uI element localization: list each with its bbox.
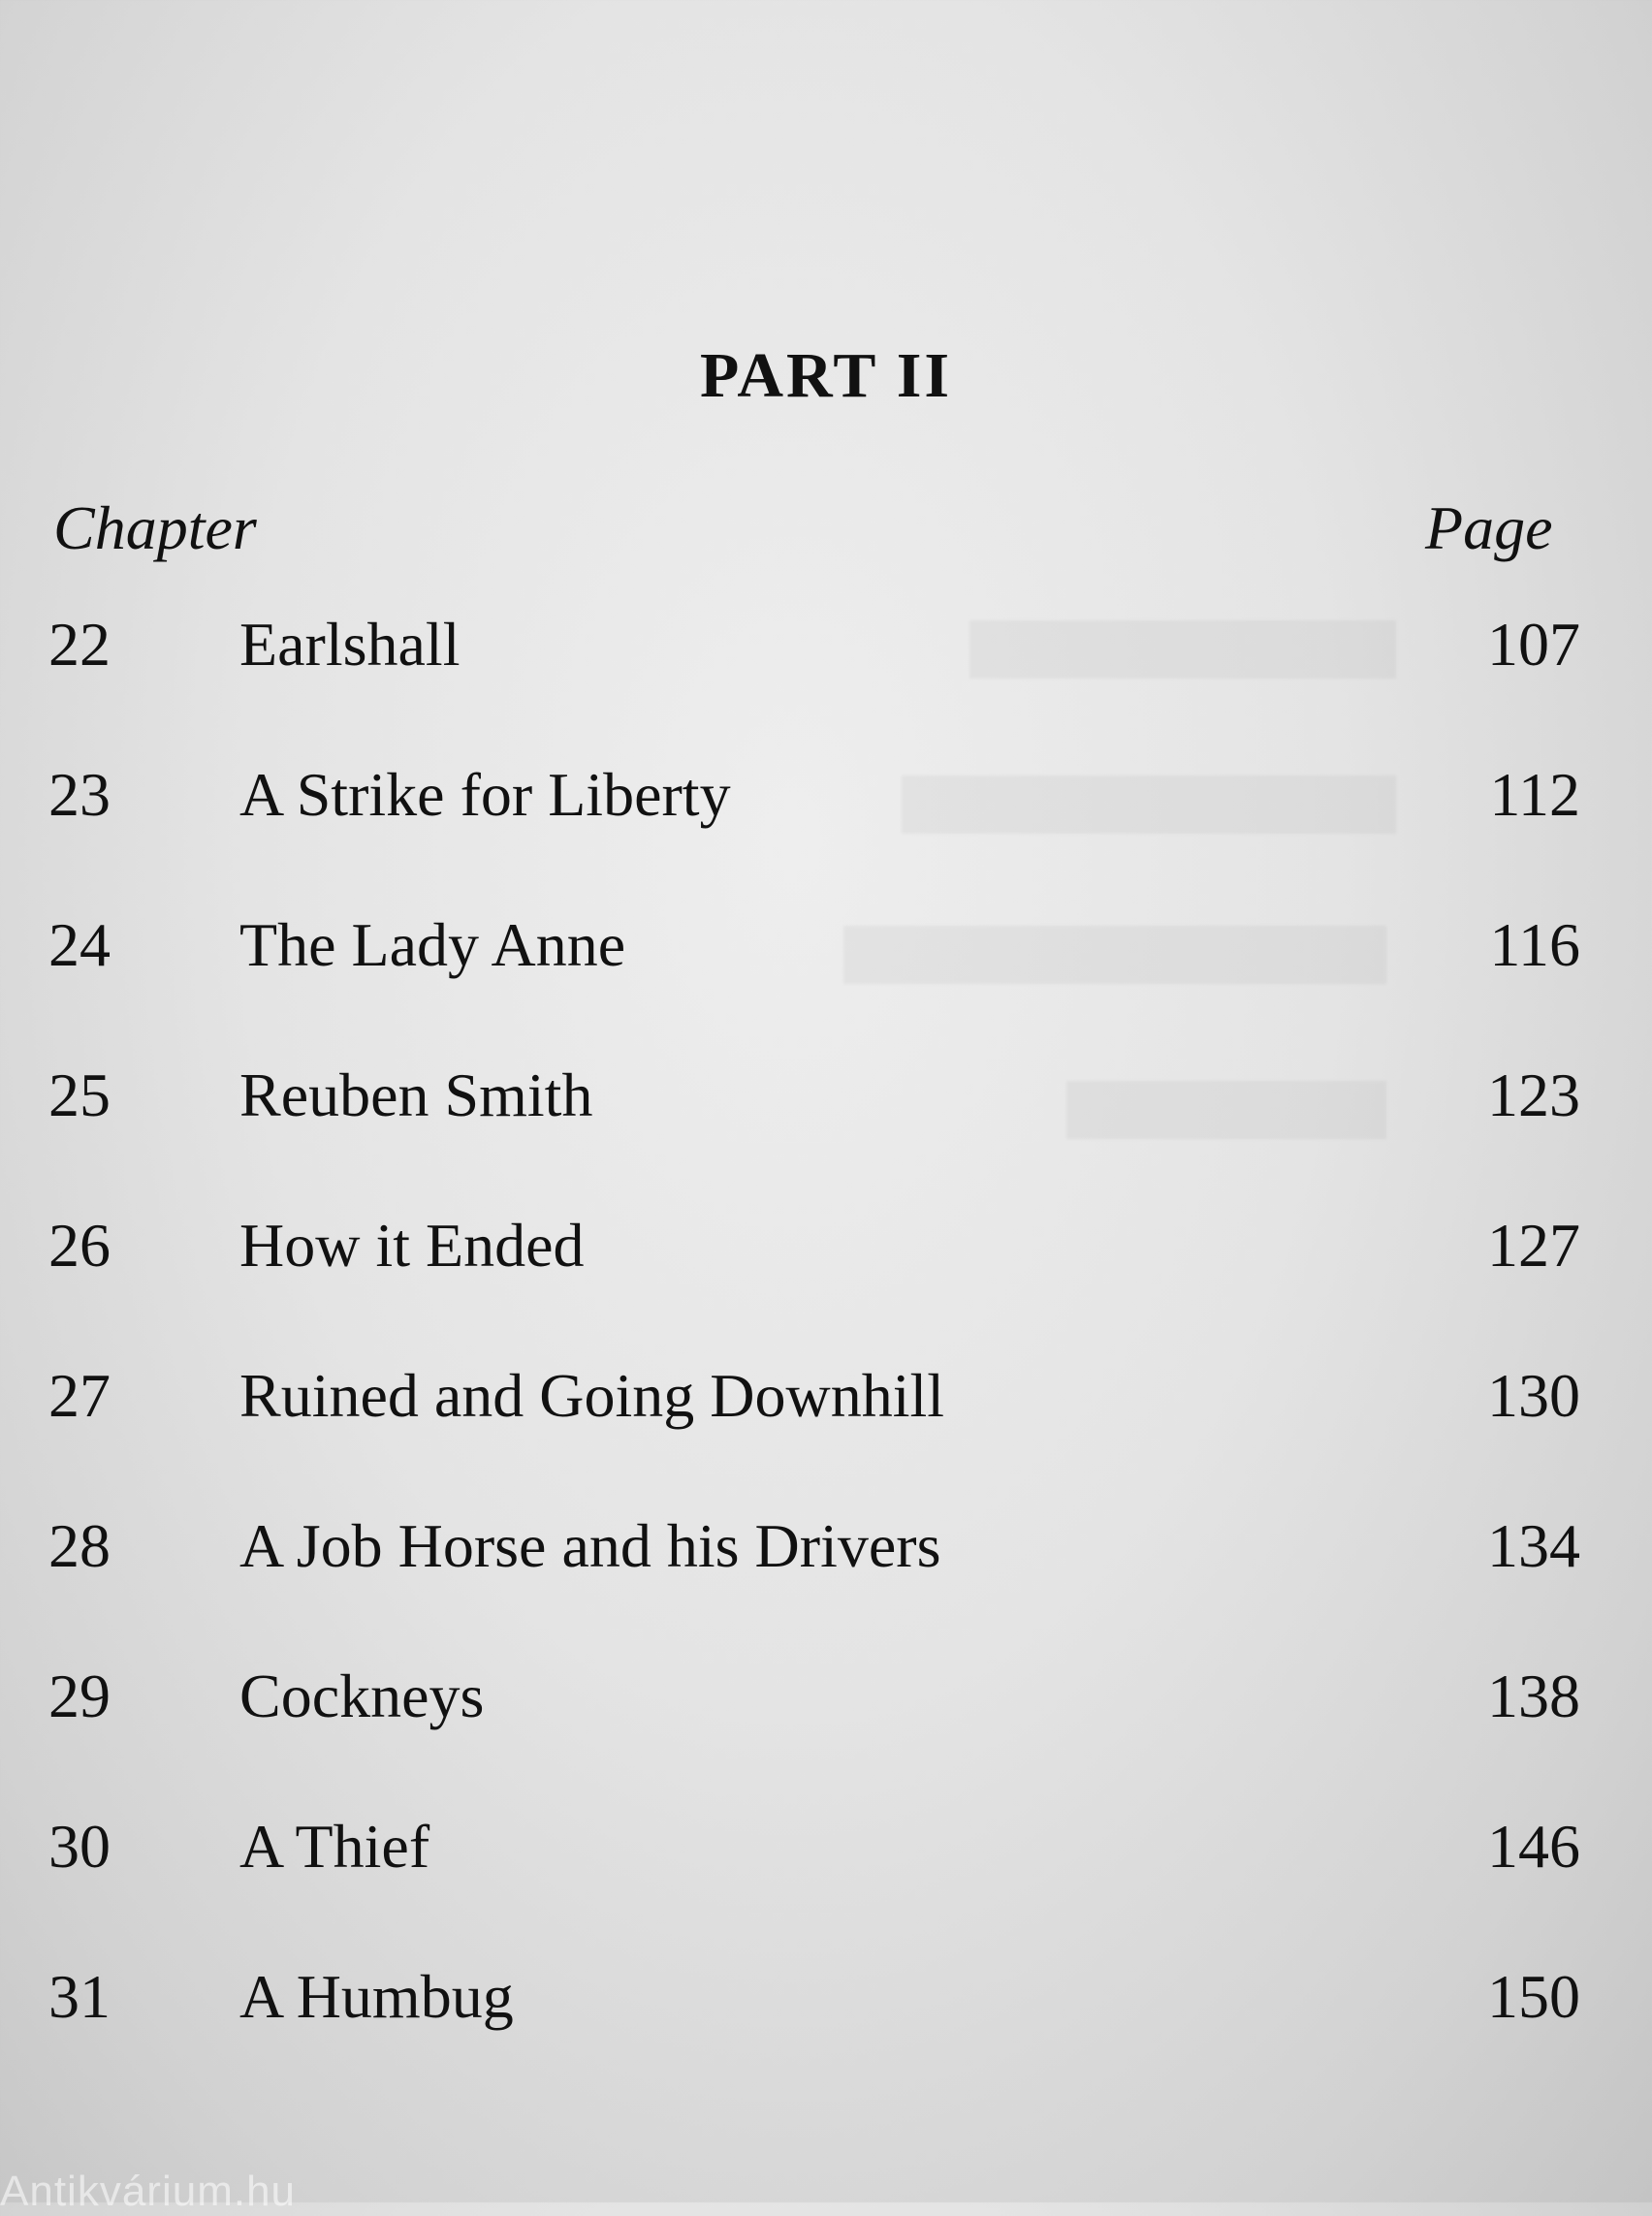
chapter-number: 25	[48, 1061, 111, 1129]
toc-entry	[0, 1210, 1652, 1297]
toc-entry	[0, 1961, 1652, 2048]
chapter-title: A Strike for Liberty	[239, 760, 731, 829]
page-number: 146	[1487, 1812, 1580, 1881]
chapter-number: 24	[48, 910, 111, 979]
page-number: 107	[1487, 610, 1580, 679]
page-number: 123	[1487, 1061, 1580, 1129]
toc-entry	[0, 759, 1652, 846]
chapter-title: A Thief	[239, 1812, 430, 1881]
chapter-title: Reuben Smith	[239, 1061, 593, 1129]
chapter-title: A Job Horse and his Drivers	[239, 1511, 941, 1580]
watermark: Antikvárium.hu	[0, 2168, 297, 2215]
page-number: 134	[1487, 1511, 1580, 1580]
chapter-number: 31	[48, 1962, 111, 2031]
toc-entry	[0, 1060, 1652, 1147]
toc-entry	[0, 609, 1652, 696]
page-number: 112	[1489, 760, 1580, 829]
chapter-number: 26	[48, 1211, 111, 1280]
chapter-title: The Lady Anne	[239, 910, 626, 979]
toc-entry	[0, 1510, 1652, 1598]
chapter-number: 29	[48, 1662, 111, 1730]
toc-entry	[0, 1360, 1652, 1447]
page-number: 116	[1489, 910, 1580, 979]
page-number: 127	[1487, 1211, 1580, 1280]
part-title: PART II	[699, 340, 953, 411]
chapter-number: 23	[48, 760, 111, 829]
chapter-number: 30	[48, 1812, 111, 1881]
chapter-number: 28	[48, 1511, 111, 1580]
toc-entry	[0, 1811, 1652, 1898]
page-number: 138	[1487, 1662, 1580, 1730]
toc-entry	[0, 909, 1652, 997]
toc-entry	[0, 1661, 1652, 1748]
chapter-title: How it Ended	[239, 1211, 585, 1280]
page-number: 130	[1487, 1361, 1580, 1430]
chapter-number: 27	[48, 1361, 111, 1430]
chapter-number: 22	[48, 610, 111, 679]
page-column-header: Page	[1425, 493, 1553, 562]
chapter-column-header: Chapter	[53, 493, 257, 562]
chapter-title: Ruined and Going Downhill	[239, 1361, 945, 1430]
chapter-title: Earlshall	[239, 610, 461, 679]
chapter-title: Cockneys	[239, 1662, 485, 1730]
page-number: 150	[1487, 1962, 1580, 2031]
chapter-title: A Humbug	[239, 1962, 514, 2031]
